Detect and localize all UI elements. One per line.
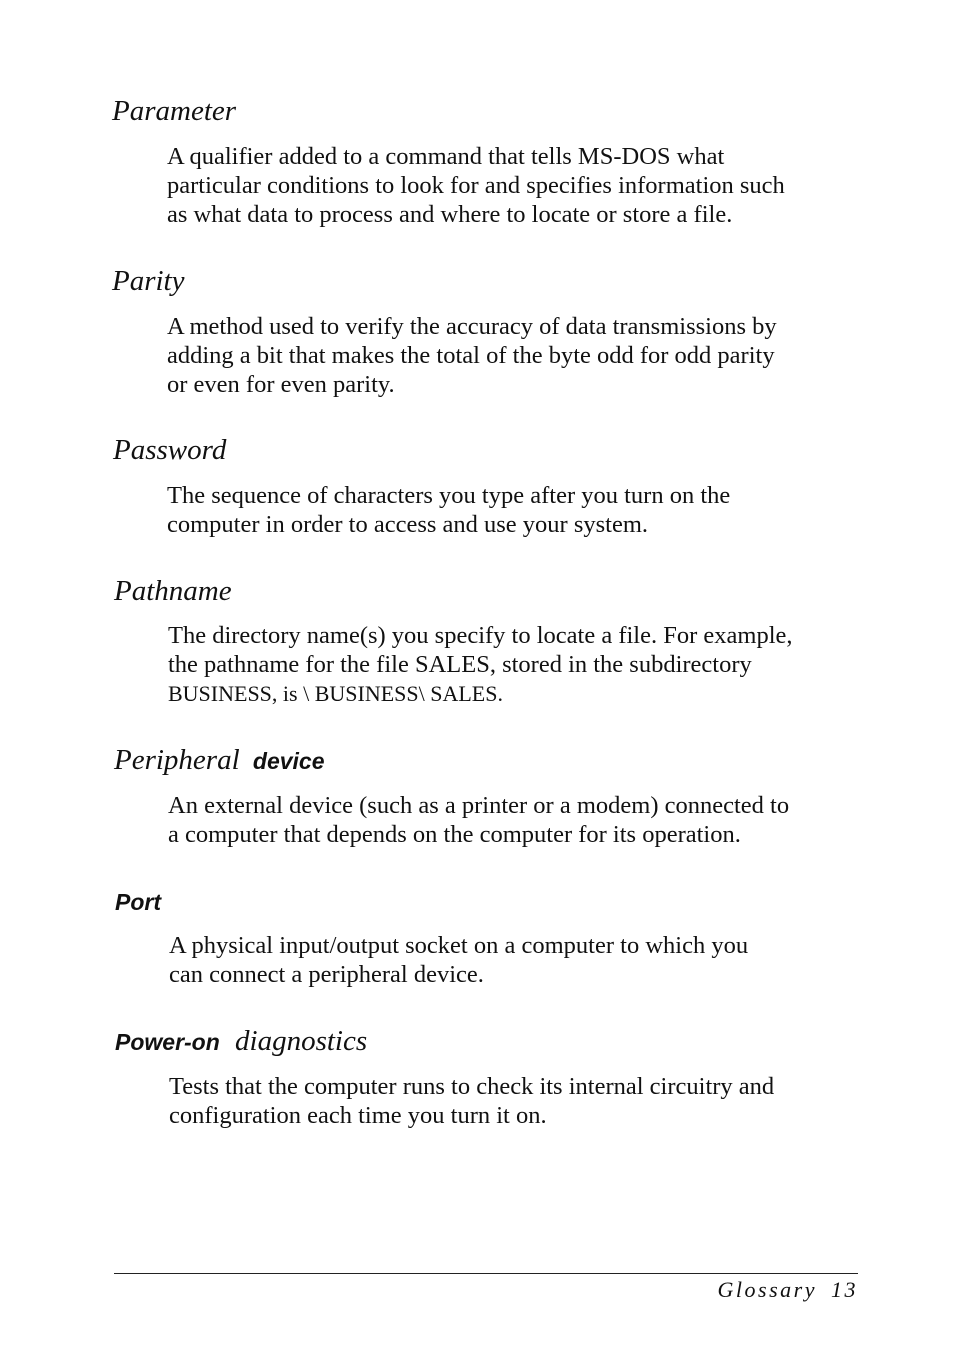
definition-line: A method used to verify the accuracy of data transmissions by <box>167 313 777 340</box>
term-part-device: device <box>252 748 325 774</box>
page-number: 13 <box>831 1277 858 1302</box>
definition-line: BUSINESS, is \ BUSINESS\ SALES. <box>168 681 503 706</box>
term-parity: Parity <box>112 265 185 297</box>
definition-line: particular conditions to look for and specifies information such <box>167 172 785 199</box>
term-parameter: Parameter <box>112 95 237 127</box>
definition-line: configuration each time you turn it on. <box>169 1102 547 1129</box>
definition-line: A qualifier added to a command that tells MS-DOS what <box>167 143 725 170</box>
definition-line: computer in order to access and use your system. <box>167 511 649 538</box>
definition-power-on-diagnostics <box>169 1072 869 1130</box>
definition-line: adding a bit that makes the total of the byte odd for odd parity <box>167 342 775 369</box>
term-peripheral-device <box>114 744 325 777</box>
term-pathname: Pathname <box>114 575 232 607</box>
definition-line: the pathname for the file SALES, stored in the subdirectory <box>168 651 752 678</box>
definition-pathname <box>168 621 868 708</box>
term-part-peripheral: Peripheral <box>114 744 240 776</box>
definition-parameter <box>167 142 867 229</box>
definition-line: The directory name(s) you specify to locate a file. For example, <box>168 622 793 649</box>
term-part-diagnostics: diagnostics <box>235 1025 368 1057</box>
term-part-power-on: Power-on <box>115 1029 220 1055</box>
term-password: Password <box>113 434 227 466</box>
term-power-on-diagnostics <box>115 1025 367 1058</box>
definition-parity <box>167 312 867 399</box>
definition-line: Tests that the computer runs to check its internal circuitry and <box>169 1073 775 1100</box>
definition-line: or even for even parity. <box>167 371 395 398</box>
definition-port <box>169 931 869 989</box>
definition-line: An external device (such as a printer or a modem) connected to <box>168 792 790 819</box>
footer-section: Glossary <box>717 1277 817 1302</box>
definition-line: The sequence of characters you type after you turn on the <box>167 482 731 509</box>
definition-line: can connect a peripheral device. <box>169 961 484 988</box>
page-footer <box>718 1277 858 1303</box>
footer-divider <box>114 1273 858 1274</box>
definition-password <box>167 481 867 539</box>
definition-line: as what data to process and where to locate or store a file. <box>167 201 733 228</box>
definition-peripheral-device <box>168 791 868 849</box>
term-port: Port <box>115 889 161 915</box>
definition-line: A physical input/output socket on a computer to which you <box>169 932 749 959</box>
definition-line: a computer that depends on the computer for its operation. <box>168 821 741 848</box>
